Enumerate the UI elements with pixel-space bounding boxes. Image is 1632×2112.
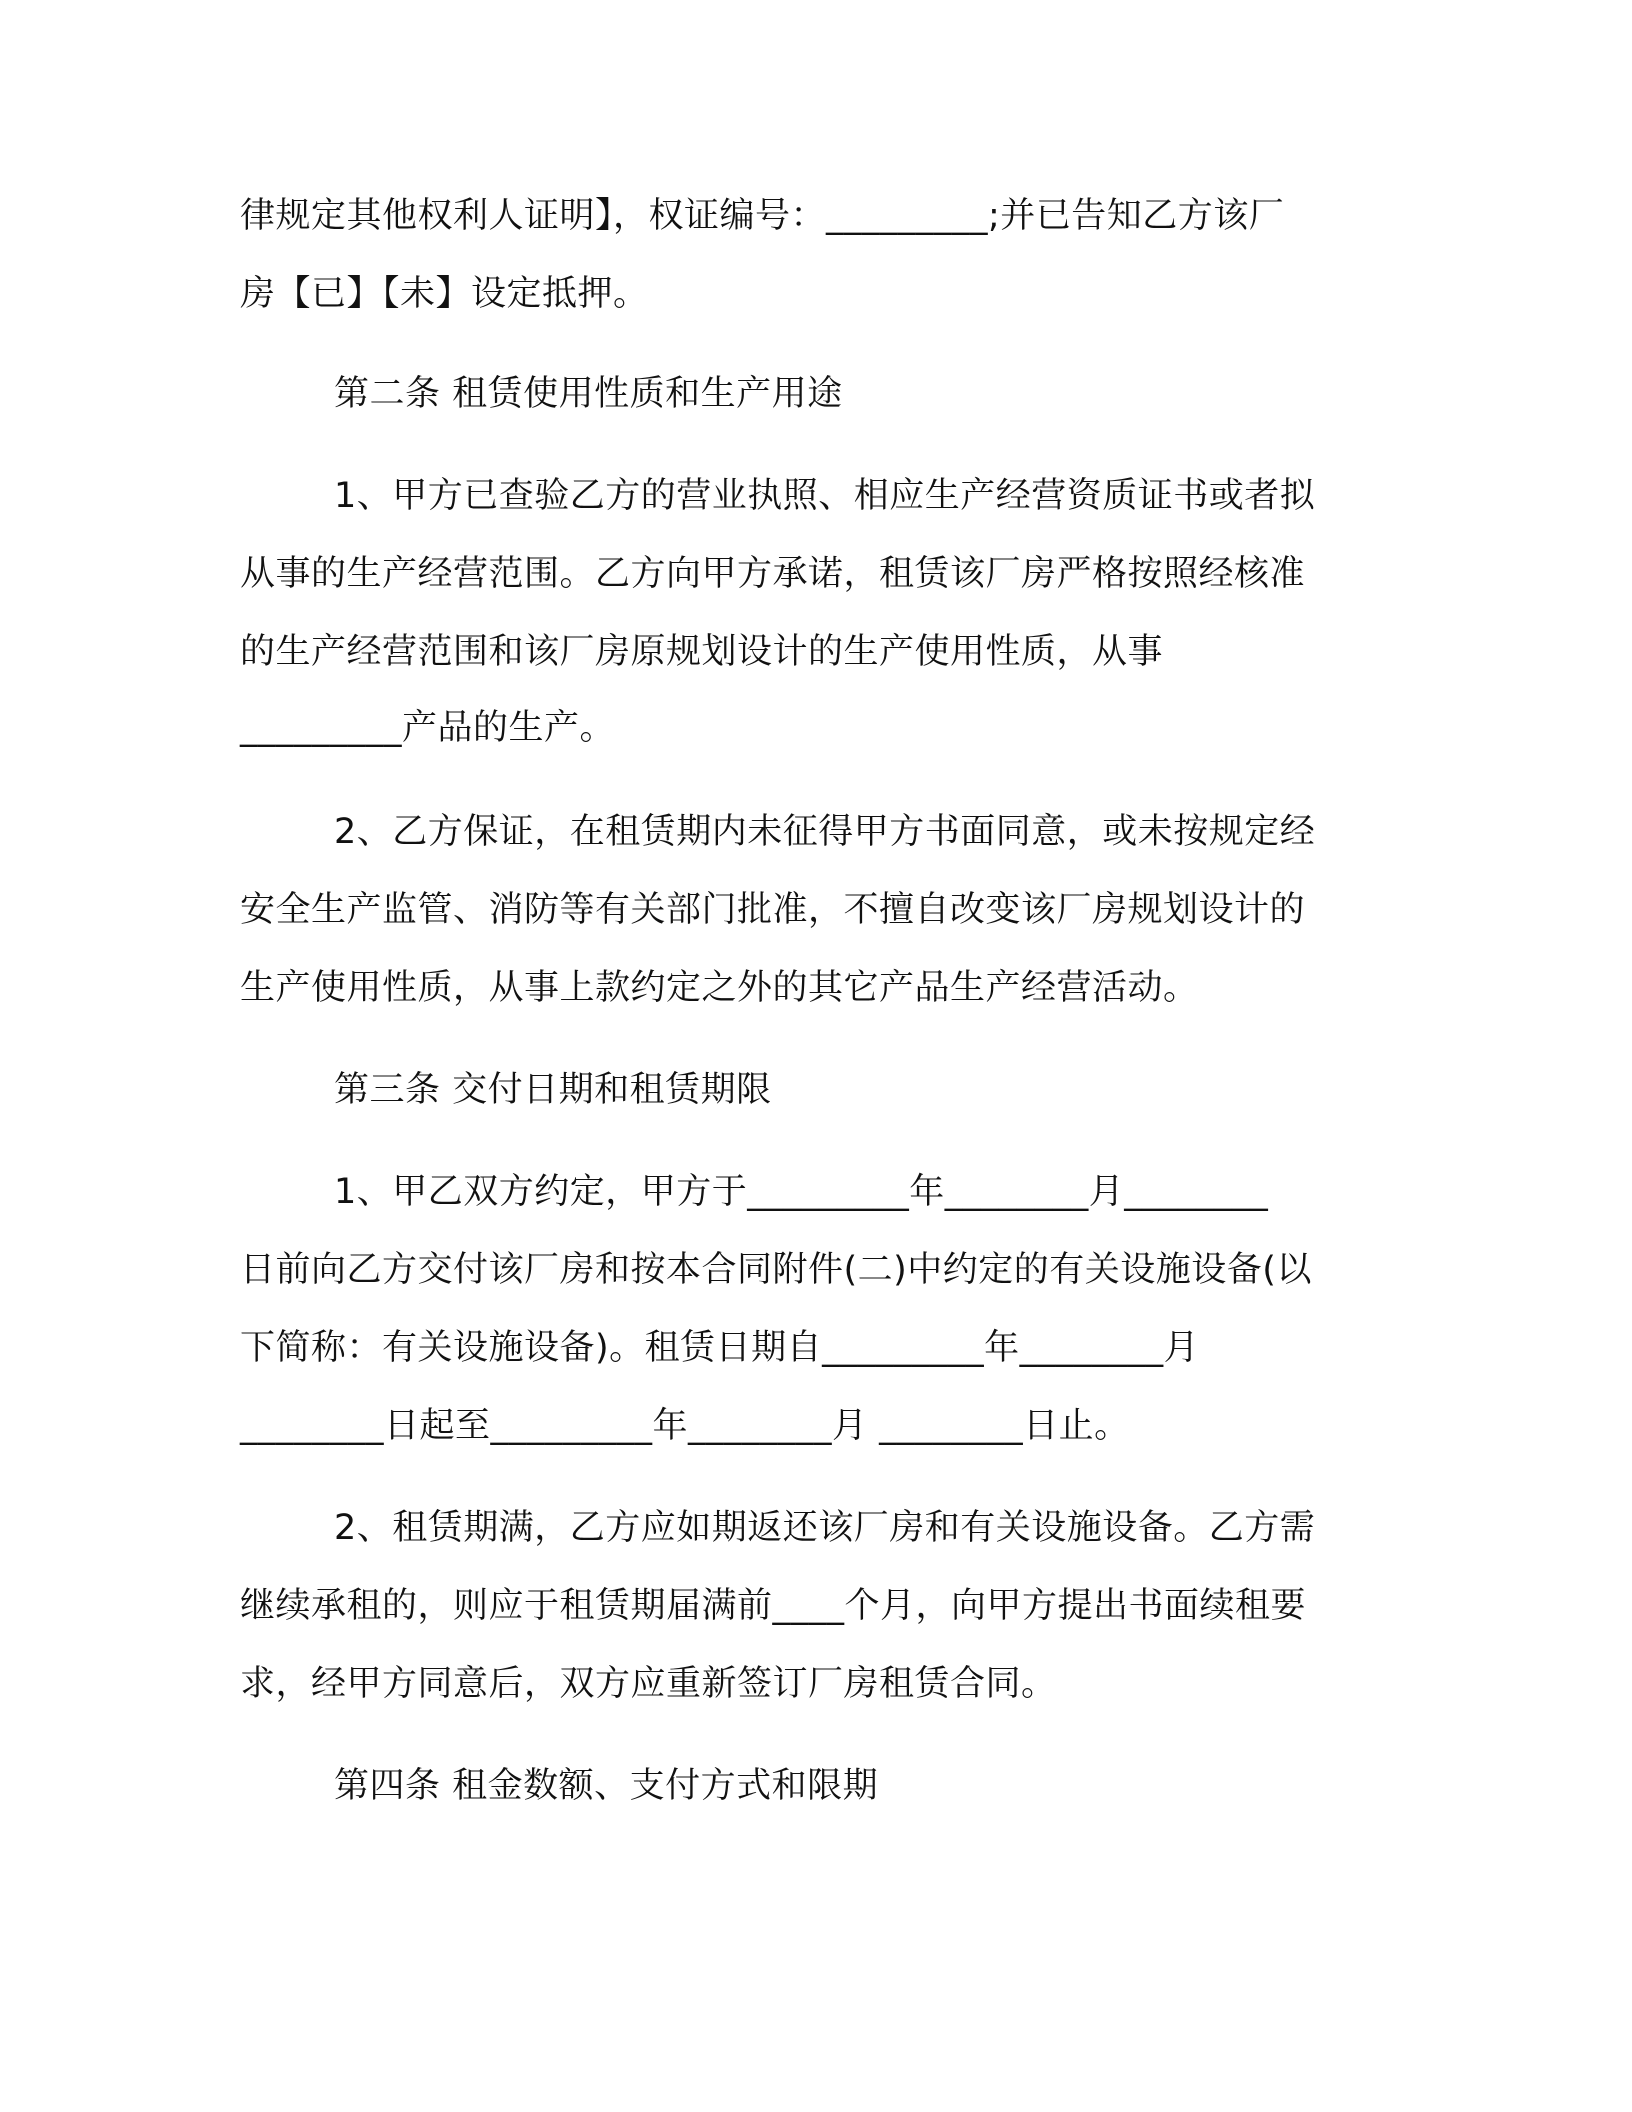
section-heading-article-2: 第二条 租赁使用性质和生产用途 <box>334 374 843 414</box>
paragraph-line: 律规定其他权利人证明】，权证编号：_________;并已告知乙方该厂 <box>240 196 1285 236</box>
paragraph-line: 2、租赁期满，乙方应如期返还该厂房和有关设施设备。乙方需 <box>334 1508 1316 1548</box>
paragraph-line: _________产品的生产。 <box>240 708 616 748</box>
section-heading-article-4: 第四条 租金数额、支付方式和限期 <box>334 1766 879 1806</box>
paragraph-line: ________日起至_________年________月 ________日止。 <box>240 1406 1130 1446</box>
paragraph-line: 1、甲乙双方约定，甲方于_________年________月________ <box>334 1172 1269 1212</box>
section-heading-article-3: 第三条 交付日期和租赁期限 <box>334 1070 772 1110</box>
paragraph-line: 从事的生产经营范围。乙方向甲方承诺，租赁该厂房严格按照经核准 <box>240 554 1306 594</box>
paragraph-line: 的生产经营范围和该厂房原规划设计的生产使用性质，从事 <box>240 632 1164 672</box>
paragraph-line: 下简称：有关设施设备)。租赁日期自_________年________月 <box>240 1328 1200 1368</box>
paragraph-line: 1、甲方已查验乙方的营业执照、相应生产经营资质证书或者拟 <box>334 476 1316 516</box>
paragraph-line: 房【已】【未】设定抵押。 <box>240 274 649 314</box>
paragraph-line: 生产使用性质，从事上款约定之外的其它产品生产经营活动。 <box>240 968 1199 1008</box>
paragraph-line: 日前向乙方交付该厂房和按本合同附件(二)中约定的有关设施设备(以 <box>240 1250 1312 1290</box>
paragraph-line: 继续承租的，则应于租赁期届满前____个月，向甲方提出书面续租要 <box>240 1586 1307 1626</box>
paragraph-line: 安全生产监管、消防等有关部门批准，不擅自改变该厂房规划设计的 <box>240 890 1306 930</box>
paragraph-line: 2、乙方保证，在租赁期内未征得甲方书面同意，或未按规定经 <box>334 812 1316 852</box>
paragraph-line: 求，经甲方同意后，双方应重新签订厂房租赁合同。 <box>240 1664 1057 1704</box>
